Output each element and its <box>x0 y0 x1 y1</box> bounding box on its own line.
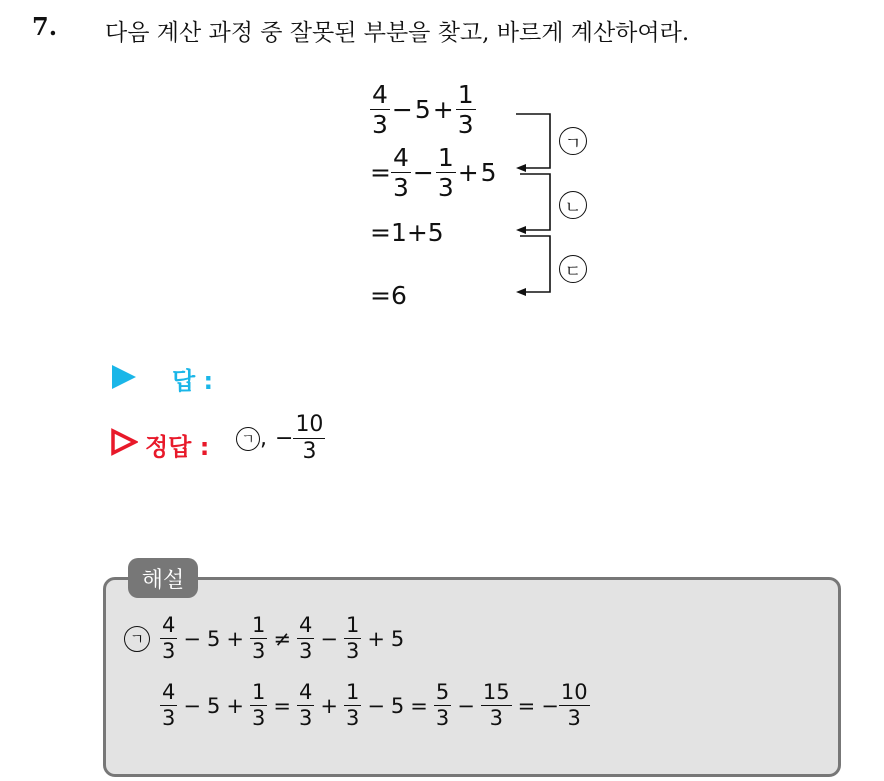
fraction: $\frac{4}{3}$ <box>162 680 176 730</box>
correct-arrow-icon <box>110 428 138 456</box>
fraction: $\frac{5}{3}$ <box>435 680 450 730</box>
step-brackets <box>510 100 560 300</box>
question-text: 다음 계산 과정 중 잘못된 부분을 찾고, 바르게 계산하여라. <box>105 20 690 46</box>
explanation-line-2: $\frac{4}{3}$ − 5 + $\frac{1}{3}$ = $\frac{4}{3}$ + $\frac{1}{3}$ − 5 = $\frac{5}{3}$ − $\frac{15}{3}$ = − $\frac{10}{3}$ <box>162 680 588 730</box>
fraction: $\frac{1}{3}$ <box>437 143 454 202</box>
fraction: $\frac{4}{3}$ <box>372 80 388 139</box>
fraction: $\frac{10}{3}$ <box>560 680 588 730</box>
fraction: $\frac{10}{3}$ <box>295 412 324 464</box>
marker-circle: ㄱ <box>124 626 150 652</box>
correct-answer-value: ㄱ , − $\frac{10}{3}$ <box>236 414 325 463</box>
explanation-box <box>103 577 841 777</box>
answer-label: 답 : <box>172 367 214 395</box>
question-number: 7. <box>32 12 58 41</box>
calc-line-3: =1+5 <box>370 218 444 247</box>
correct-answer-label: 정답 : <box>145 433 210 461</box>
answer-arrow-icon <box>112 365 136 389</box>
calc-line-4: =6 <box>370 281 407 310</box>
fraction: $\frac{4}{3}$ <box>298 680 313 730</box>
step-marker-2: ㄴ <box>559 191 587 219</box>
calc-line-1: $\frac{4}{3}$ − 5 + $\frac{1}{3}$ <box>372 80 474 139</box>
fraction: $\frac{1}{3}$ <box>457 80 474 139</box>
fraction: $\frac{1}{3}$ <box>251 613 266 663</box>
step-marker-1: ㄱ <box>559 127 587 155</box>
marker-circle: ㄱ <box>236 427 260 451</box>
fraction: $\frac{15}{3}$ <box>482 680 510 730</box>
fraction: $\frac{1}{3}$ <box>251 680 266 730</box>
fraction: $\frac{4}{3}$ <box>392 143 409 202</box>
fraction: $\frac{4}{3}$ <box>298 613 313 663</box>
fraction: $\frac{4}{3}$ <box>162 613 176 663</box>
explanation-tab: 해설 <box>128 558 198 598</box>
step-marker-3: ㄷ <box>559 255 587 283</box>
fraction: $\frac{1}{3}$ <box>345 613 360 663</box>
fraction: $\frac{1}{3}$ <box>345 680 360 730</box>
calc-line-2: = $\frac{4}{3}$ − $\frac{1}{3}$ + 5 <box>370 143 497 202</box>
explanation-line-1: ㄱ $\frac{4}{3}$ − 5 + $\frac{1}{3}$ ≠ $\frac{4}{3}$ − $\frac{1}{3}$ + 5 <box>124 615 404 662</box>
